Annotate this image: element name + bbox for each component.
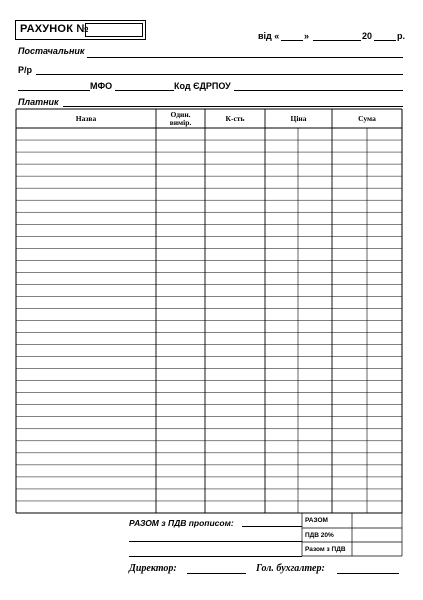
- mfo-label: МФО: [90, 81, 113, 91]
- accountant-signature-field[interactable]: [337, 573, 399, 574]
- col-header-qty: К-сть: [225, 114, 245, 123]
- invoice-title: РАХУНОК №: [20, 23, 89, 35]
- total-in-words-field-3[interactable]: [129, 556, 302, 557]
- col-header-unit: [156, 110, 205, 128]
- director-label: Директор:: [129, 563, 177, 574]
- total-with-vat-label: Разом з ПДВ: [305, 546, 346, 553]
- edrpou-label: Код ЄДРПОУ: [174, 81, 231, 91]
- payer-label: Платник: [18, 97, 59, 107]
- total-label: РАЗОМ: [305, 517, 328, 524]
- col-header-unit-line1: Один.: [170, 110, 191, 119]
- director-signature-field[interactable]: [187, 573, 246, 574]
- total-in-words-label: РАЗОМ з ПДВ прописом:: [129, 518, 234, 528]
- date-year-suffix: р.: [397, 31, 405, 41]
- col-header-sum: Сума: [358, 114, 376, 123]
- col-header-price: Ціна: [290, 114, 307, 123]
- date-from-label: від «: [258, 31, 280, 41]
- accountant-label: Гол. бухгалтер:: [256, 563, 325, 574]
- col-header-name: Назва: [75, 114, 97, 123]
- vat-label: ПДВ 20%: [305, 532, 334, 539]
- date-year-prefix: 20: [362, 31, 373, 41]
- total-in-words-field-1[interactable]: [242, 526, 302, 527]
- supplier-label: Постачальник: [18, 46, 85, 56]
- date-quote-close: »: [304, 31, 310, 41]
- col-header-unit-line2: вимір.: [169, 118, 192, 127]
- account-label: Р/р: [18, 65, 33, 75]
- total-in-words-field-2[interactable]: [129, 541, 302, 542]
